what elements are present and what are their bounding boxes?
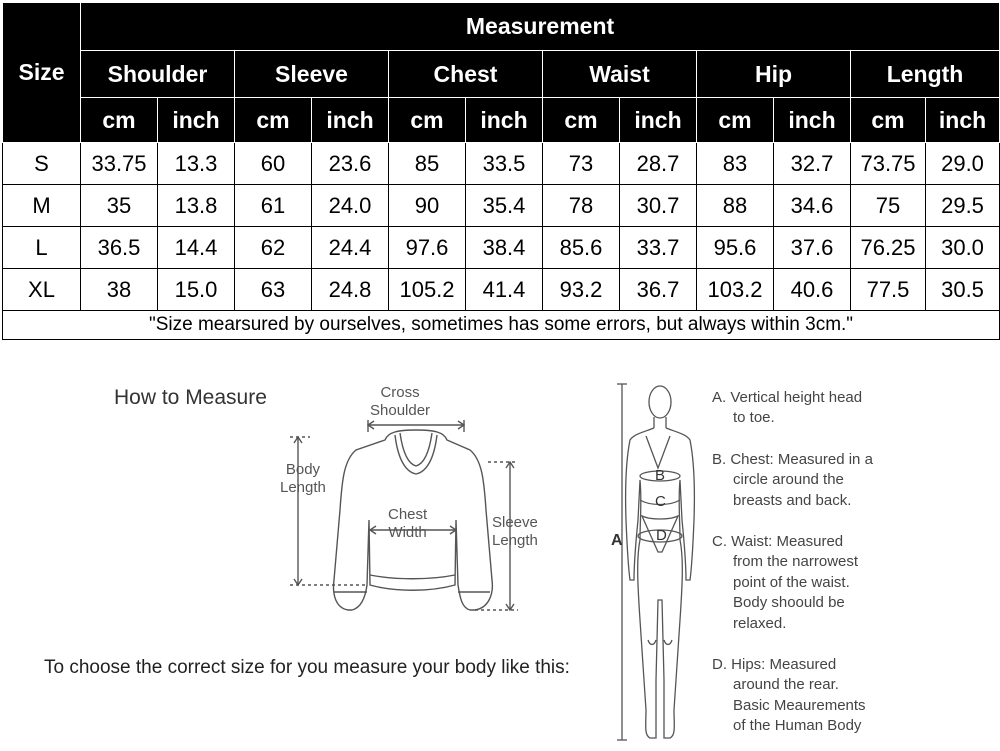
note-c-line-3: point of the waist. [733,573,850,591]
body-length-text-1: Body [285,461,321,478]
marker-c: C [655,493,666,510]
how-to-measure-title: How to Measure [114,386,267,409]
unit-header-inch: inch [926,98,1000,143]
value-cell: 40.6 [774,269,851,311]
chest-width-label [388,506,427,542]
unit-header-cm: cm [697,98,774,143]
value-cell: 90 [389,185,466,227]
cross-shoulder-text-1: Cross [380,384,420,401]
size-cell: L [3,227,81,269]
value-cell: 29.0 [926,143,1000,185]
table-row [3,269,1000,311]
note-b-line-1: B. Chest: Measured in a [712,450,873,468]
value-cell: 41.4 [466,269,543,311]
value-cell: 34.6 [774,185,851,227]
note-d [712,655,997,737]
value-cell: 30.0 [926,227,1000,269]
value-cell: 28.7 [620,143,697,185]
value-cell: 35.4 [466,185,543,227]
size-cell: M [3,185,81,227]
unit-header-cm: cm [235,98,312,143]
note-d-line-4: of the Human Body [733,717,862,735]
note-a-line-1: A. Vertical height head [712,389,863,406]
value-cell: 23.6 [312,143,389,185]
value-cell: 85 [389,143,466,185]
marker-a: A [611,532,623,549]
group-header-length: Length [851,51,1000,98]
note-b-line-2: circle around the [733,471,844,489]
note-c [712,532,997,634]
note-c-line-2: from the narrowest [733,553,859,571]
value-cell: 95.6 [697,227,774,269]
value-cell: 33.7 [620,227,697,269]
sleeve-length-label [492,514,538,550]
value-cell: 78 [543,185,620,227]
note-b-line-3: breasts and back. [733,491,852,509]
unit-header-inch: inch [620,98,697,143]
value-cell: 62 [235,227,312,269]
unit-header-inch: inch [466,98,543,143]
value-cell: 38.4 [466,227,543,269]
size-chart-table [2,2,1000,340]
value-cell: 32.7 [774,143,851,185]
value-cell: 37.6 [774,227,851,269]
table-row [3,143,1000,185]
value-cell: 24.8 [312,269,389,311]
note-d-line-2: around the rear. [733,676,839,694]
body-length-label [280,461,326,497]
value-cell: 36.5 [81,227,158,269]
value-cell: 103.2 [697,269,774,311]
note-d-line-1: D. Hips: Measured [712,656,837,674]
value-cell: 63 [235,269,312,311]
group-header-chest: Chest [389,51,543,98]
note-a [712,388,997,429]
value-cell: 88 [697,185,774,227]
value-cell: 33.75 [81,143,158,185]
group-header-sleeve: Sleeve [235,51,389,98]
sleeve-length-text-1: Sleeve [492,514,538,531]
body-figure-diagram [600,380,710,750]
marker-d: D [656,527,667,544]
unit-header-cm: cm [543,98,620,143]
note-a-line-2: to toe. [733,409,775,427]
value-cell: 93.2 [543,269,620,311]
measurement-note: "Size mearsured by ourselves, sometimes has some errors, but always within 3cm." [3,311,1000,340]
unit-header-inch: inch [312,98,389,143]
value-cell: 15.0 [158,269,235,311]
note-c-line-1: C. Waist: Measured [712,533,844,551]
note-c-line-4: Body shoould be [733,594,845,612]
chest-width-text-1: Chest [388,506,428,523]
note-b [712,450,997,511]
body-length-text-2: Length [280,479,326,496]
value-cell: 36.7 [620,269,697,311]
value-cell: 24.4 [312,227,389,269]
value-cell: 35 [81,185,158,227]
measurement-notes [712,388,997,737]
note-c-line-5: relaxed. [733,614,787,632]
note-d-line-3: Basic Meaurements [733,696,866,714]
value-cell: 60 [235,143,312,185]
value-cell: 105.2 [389,269,466,311]
size-cell: S [3,143,81,185]
value-cell: 85.6 [543,227,620,269]
value-cell: 38 [81,269,158,311]
sleeve-length-text-2: Length [492,532,538,549]
unit-header-inch: inch [774,98,851,143]
chest-width-text-2: Width [388,524,427,541]
value-cell: 14.4 [158,227,235,269]
value-cell: 75 [851,185,926,227]
measurement-header: Measurement [81,3,1000,51]
value-cell: 24.0 [312,185,389,227]
unit-header-inch: inch [158,98,235,143]
size-cell: XL [3,269,81,311]
value-cell: 76.25 [851,227,926,269]
value-cell: 61 [235,185,312,227]
marker-b: B [655,467,666,484]
value-cell: 30.7 [620,185,697,227]
table-row [3,185,1000,227]
value-cell: 73.75 [851,143,926,185]
unit-header-cm: cm [851,98,926,143]
unit-header-cm: cm [81,98,158,143]
value-cell: 13.8 [158,185,235,227]
value-cell: 77.5 [851,269,926,311]
value-cell: 29.5 [926,185,1000,227]
value-cell: 13.3 [158,143,235,185]
group-header-shoulder: Shoulder [81,51,235,98]
cross-shoulder-text-2: Shoulder [370,402,431,419]
value-cell: 33.5 [466,143,543,185]
group-header-hip: Hip [697,51,851,98]
size-column-header: Size [3,3,81,143]
cross-shoulder-label [370,384,430,420]
value-cell: 83 [697,143,774,185]
value-cell: 73 [543,143,620,185]
value-cell: 30.5 [926,269,1000,311]
choose-size-instruction: To choose the correct size for you measure your body like this: [44,657,570,678]
group-header-waist: Waist [543,51,697,98]
value-cell: 97.6 [389,227,466,269]
unit-header-cm: cm [389,98,466,143]
table-row [3,227,1000,269]
